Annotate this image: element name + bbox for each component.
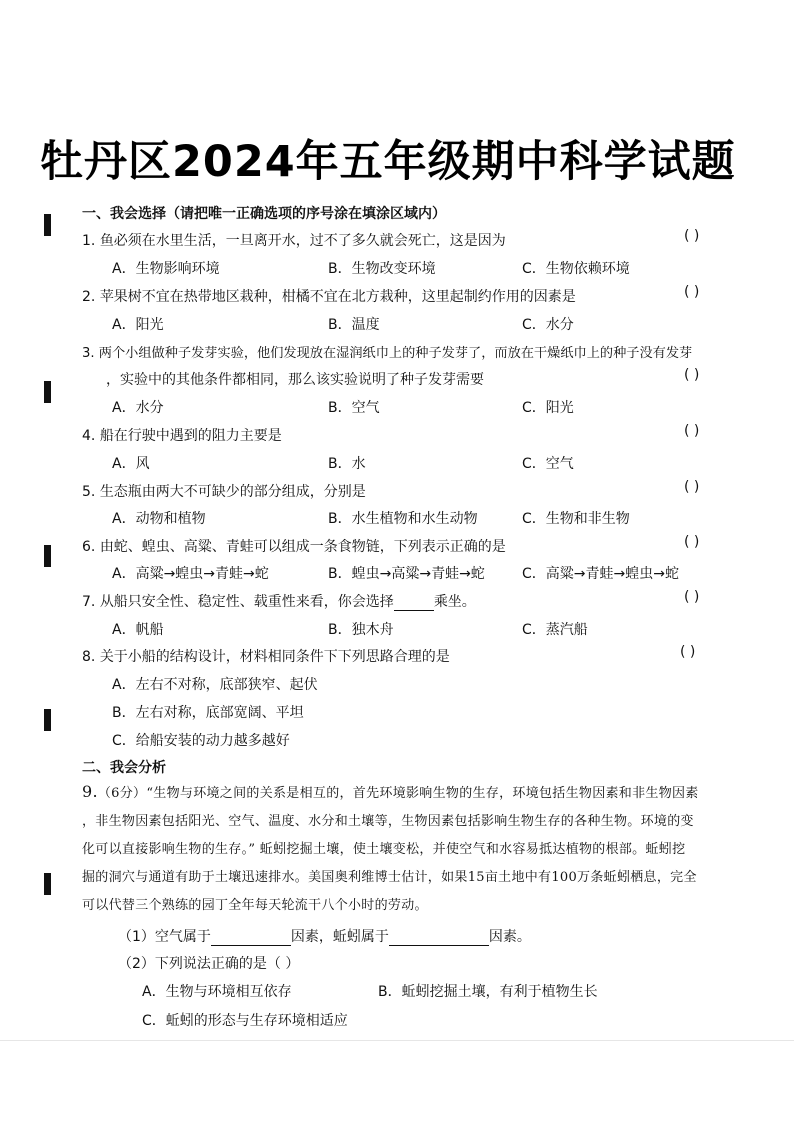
option-a: A．水分 — [112, 400, 164, 416]
question-number: 3. — [82, 346, 95, 361]
option-a: A．风 — [112, 456, 150, 472]
answer-paren: ( ) — [684, 284, 700, 300]
option-a: A．高粱→蝗虫→青蛙→蛇 — [112, 566, 269, 582]
sub-question-text: （1）空气属于 — [118, 929, 211, 945]
binding-mark — [44, 381, 51, 403]
question-score: （6分） — [97, 786, 147, 801]
option-b: B．蝗虫→高粱→青蛙→蛇 — [328, 566, 485, 582]
option-b: B．左右对称，底部宽阔、平坦 — [112, 705, 304, 721]
option-c: C．空气 — [522, 456, 574, 472]
section1-heading: 一、我会选择（请把唯一正确选项的序号涂在填涂区域内） — [82, 206, 446, 222]
answer-paren: ( ) — [684, 479, 700, 495]
option-b: B．独木舟 — [328, 622, 394, 638]
question-text: 由蛇、蝗虫、高粱、青蛙可以组成一条食物链，下列表示正确的是 — [99, 539, 506, 555]
page-title: 牡丹区2024年五年级期中科学试题 — [40, 137, 736, 187]
binding-mark — [44, 873, 51, 895]
option-c: C．蚯蚓的形态与生存环境相适应 — [142, 1013, 348, 1029]
question-5 — [82, 481, 366, 501]
question-number: 1. — [82, 233, 96, 249]
option-b: B．蚯蚓挖掘土壤，有利于植物生长 — [378, 984, 598, 1000]
question-9-passage — [82, 778, 782, 920]
option-b: B．水 — [328, 456, 366, 472]
question-4 — [82, 425, 282, 445]
question-text: 鱼必须在水里生活，一旦离开水，过不了多久就会死亡，这是因为 — [99, 233, 506, 249]
option-b: B．空气 — [328, 400, 380, 416]
option-c: C．生物依赖环境 — [522, 261, 630, 277]
binding-mark — [44, 709, 51, 731]
question-text: 船在行驶中遇到的阻力主要是 — [99, 428, 282, 444]
binding-mark — [44, 545, 51, 567]
answer-blank-2[interactable] — [389, 931, 489, 946]
question-number: 8. — [82, 649, 96, 665]
option-a: A．动物和植物 — [112, 511, 206, 527]
question-text: 生态瓶由两大不可缺少的部分组成，分别是 — [99, 484, 366, 500]
question-1 — [82, 230, 506, 250]
question-number: 4. — [82, 428, 96, 444]
sub-question-text: 因素。 — [488, 929, 531, 945]
question-number: 5. — [82, 484, 96, 500]
answer-blank[interactable] — [394, 596, 434, 611]
option-c: C．水分 — [522, 317, 574, 333]
question-text-after: 乘坐。 — [433, 594, 476, 610]
option-b: B．生物改变环境 — [328, 261, 436, 277]
question-7 — [82, 591, 476, 611]
passage-line: 化可以直接影响生物的生存。” 蚯蚓挖掘土壤，使土壤变松，并使空气和水容易抵达植物的根部。蚯蚓挖 — [82, 842, 686, 857]
passage-text: “生物与环境之间的关系是相互的，首先环境影响生物的生存，环境包括生物因素和非生物因素 — [146, 786, 699, 801]
answer-paren: ( ) — [684, 534, 700, 550]
option-c: C．蒸汽船 — [522, 622, 588, 638]
answer-blank-1[interactable] — [211, 931, 291, 946]
page-divider — [0, 1040, 794, 1041]
question-number: 9. — [82, 782, 98, 801]
question-text: 苹果树不宜在热带地区栽种，柑橘不宜在北方栽种，这里起制约作用的因素是 — [99, 289, 576, 305]
answer-paren: ( ) — [684, 367, 700, 383]
option-c: C．生物和非生物 — [522, 511, 630, 527]
question-text: 两个小组做种子发芽实验，他们发现放在湿润纸巾上的种子发芽了，而放在干燥纸巾上的种子没有发芽 — [98, 346, 693, 361]
question-6 — [82, 536, 506, 556]
question-number: 6. — [82, 539, 96, 555]
option-a: A．阳光 — [112, 317, 164, 333]
sub-question-1 — [118, 926, 531, 946]
question-2 — [82, 286, 576, 306]
question-3 — [82, 342, 692, 361]
passage-line — [82, 778, 782, 808]
question-text: 关于小船的结构设计，材料相同条件下下列思路合理的是 — [99, 649, 450, 665]
sub-question-text: 因素，蚯蚓属于 — [290, 929, 389, 945]
answer-paren: ( ) — [684, 589, 700, 605]
passage-line: ，非生物因素包括阳光、空气、温度、水分和土壤等，生物因素包括影响生物生存的各种生物。环境的变 — [82, 814, 694, 829]
passage-line: 可以代替三个熟练的园丁全年每天轮流干八个小时的劳动。 — [82, 898, 428, 913]
option-a: A．生物与环境相互依存 — [142, 984, 292, 1000]
answer-paren: ( ) — [684, 228, 700, 244]
option-c: C．给船安装的动力越多越好 — [112, 733, 290, 749]
question-3-continued: ，实验中的其他条件都相同，那么该实验说明了种子发芽需要 — [106, 372, 484, 388]
option-c: C．高粱→青蛙→蝗虫→蛇 — [522, 566, 679, 582]
question-8 — [82, 646, 450, 666]
question-number: 7. — [82, 594, 96, 610]
question-text: 从船只安全性、稳定性、载重性来看，你会选择 — [99, 594, 394, 610]
answer-paren: ( ) — [684, 423, 700, 439]
option-b: B．水生植物和水生动物 — [328, 511, 478, 527]
option-c: C．阳光 — [522, 400, 574, 416]
option-a: A．左右不对称，底部狭窄、起伏 — [112, 677, 318, 693]
sub-question-2: （2）下列说法正确的是（ ） — [118, 956, 300, 972]
question-number: 2. — [82, 289, 96, 305]
binding-mark — [44, 214, 51, 236]
passage-line: 掘的洞穴与通道有助于土壤迅速排水。美国奥利维博士估计，如果15亩土地中有100万条蚯蚓栖息，完全 — [82, 870, 697, 885]
section2-heading: 二、我会分析 — [82, 760, 166, 776]
option-a: A．帆船 — [112, 622, 164, 638]
answer-paren: ( ) — [680, 644, 696, 660]
option-a: A．生物影响环境 — [112, 261, 220, 277]
option-b: B．温度 — [328, 317, 380, 333]
